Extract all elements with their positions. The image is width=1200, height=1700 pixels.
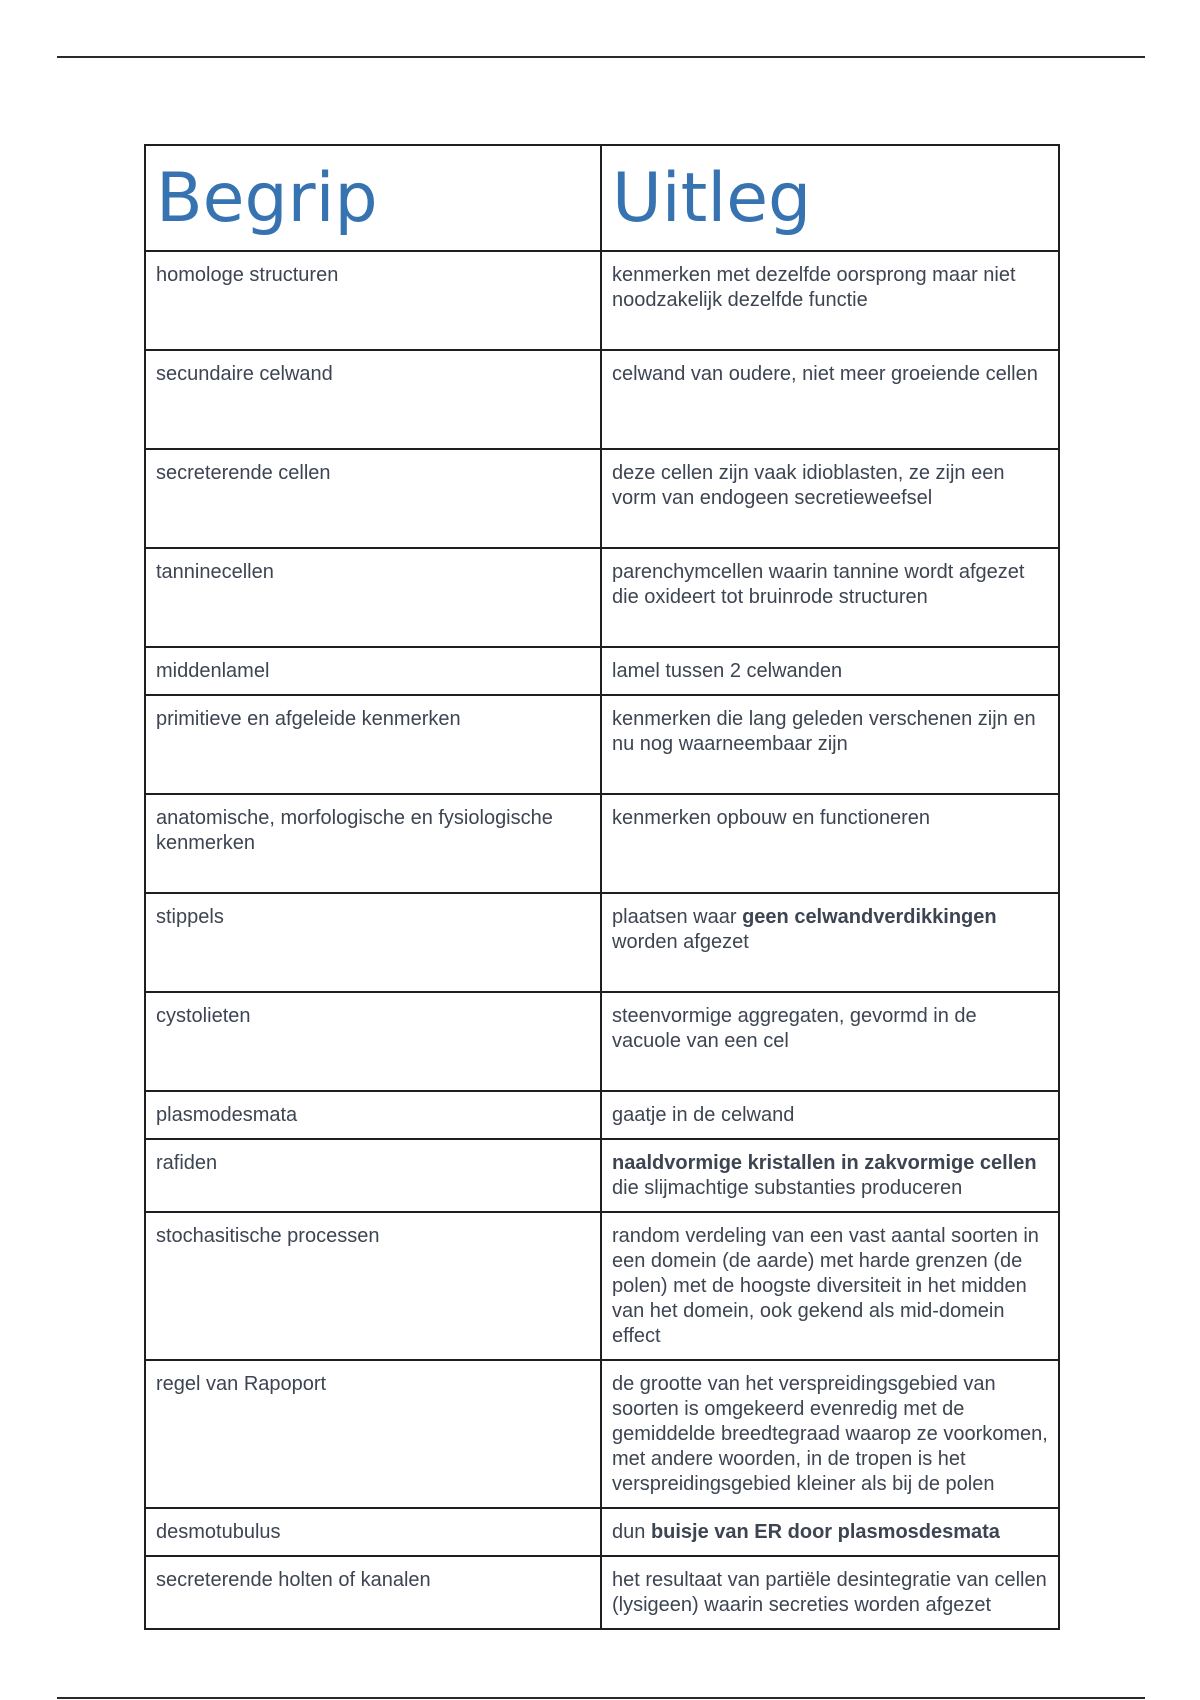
term-cell: middenlamel xyxy=(145,647,601,695)
table-row xyxy=(145,1556,1059,1629)
table-row xyxy=(145,1139,1059,1212)
term-cell: stochasitische processen xyxy=(145,1212,601,1360)
explanation-cell: random verdeling van een vast aantal soorten in een domein (de aarde) met harde grenzen (de polen) met de hoogste diversiteit in het midden van het domein, ook gekend als mid-domein effect xyxy=(601,1212,1059,1360)
glossary-table xyxy=(144,144,1060,1630)
explanation-cell: deze cellen zijn vaak idioblasten, ze zijn een vorm van endogeen secretieweefsel xyxy=(601,449,1059,548)
table-row xyxy=(145,350,1059,449)
term-cell: homologe structuren xyxy=(145,251,601,350)
term-cell: rafiden xyxy=(145,1139,601,1212)
term-cell: secundaire celwand xyxy=(145,350,601,449)
term-cell: tanninecellen xyxy=(145,548,601,647)
top-rule xyxy=(57,56,1145,58)
table-row xyxy=(145,1212,1059,1360)
explanation-cell: parenchymcellen waarin tannine wordt afgezet die oxideert tot bruinrode structuren xyxy=(601,548,1059,647)
explanation-cell: kenmerken opbouw en functioneren xyxy=(601,794,1059,893)
explanation-cell xyxy=(601,1139,1059,1212)
explanation-cell xyxy=(601,893,1059,992)
term-cell: secreterende holten of kanalen xyxy=(145,1556,601,1629)
term-cell: anatomische, morfologische en fysiologische kenmerken xyxy=(145,794,601,893)
table-row xyxy=(145,1508,1059,1556)
term-cell: plasmodesmata xyxy=(145,1091,601,1139)
explanation-emphasis: naaldvormige kristallen in zakvormige cellen xyxy=(612,1152,1037,1174)
table-row xyxy=(145,695,1059,794)
header-explanation: Uitleg xyxy=(601,145,1059,251)
explanation-cell: celwand van oudere, niet meer groeiende cellen xyxy=(601,350,1059,449)
table-row xyxy=(145,1360,1059,1508)
explanation-cell: steenvormige aggregaten, gevormd in de vacuole van een cel xyxy=(601,992,1059,1091)
term-cell: cystolieten xyxy=(145,992,601,1091)
explanation-text: worden afgezet xyxy=(612,931,749,953)
table-row xyxy=(145,548,1059,647)
table-row xyxy=(145,893,1059,992)
term-cell: stippels xyxy=(145,893,601,992)
table-row xyxy=(145,992,1059,1091)
explanation-cell: lamel tussen 2 celwanden xyxy=(601,647,1059,695)
explanation-emphasis: buisje van ER door plasmosdesmata xyxy=(650,1521,1000,1543)
explanation-text: dun xyxy=(612,1521,651,1543)
term-cell: regel van Rapoport xyxy=(145,1360,601,1508)
table-row xyxy=(145,449,1059,548)
explanation-cell xyxy=(601,1508,1059,1556)
explanation-cell: kenmerken die lang geleden verschenen zijn en nu nog waarneembaar zijn xyxy=(601,695,1059,794)
explanation-cell: gaatje in de celwand xyxy=(601,1091,1059,1139)
bottom-rule xyxy=(57,1697,1145,1699)
term-cell: desmotubulus xyxy=(145,1508,601,1556)
header-row xyxy=(145,145,1059,251)
explanation-text: plaatsen waar xyxy=(612,906,743,928)
term-cell: primitieve en afgeleide kenmerken xyxy=(145,695,601,794)
explanation-cell: de grootte van het verspreidingsgebied van soorten is omgekeerd evenredig met de gemiddelde breedtegraad waarop ze voorkomen, met andere woorden, in de tropen is het verspreidingsgebied kleiner als bij de polen xyxy=(601,1360,1059,1508)
table-row xyxy=(145,794,1059,893)
table-row xyxy=(145,1091,1059,1139)
table-row xyxy=(145,251,1059,350)
explanation-cell: het resultaat van partiële desintegratie van cellen (lysigeen) waarin secreties worden afgezet xyxy=(601,1556,1059,1629)
explanation-emphasis: geen celwandverdikkingen xyxy=(742,906,997,928)
header-term: Begrip xyxy=(145,145,601,251)
term-cell: secreterende cellen xyxy=(145,449,601,548)
table-row xyxy=(145,647,1059,695)
explanation-cell: kenmerken met dezelfde oorsprong maar niet noodzakelijk dezelfde functie xyxy=(601,251,1059,350)
explanation-text: die slijmachtige substanties produceren xyxy=(612,1177,963,1199)
